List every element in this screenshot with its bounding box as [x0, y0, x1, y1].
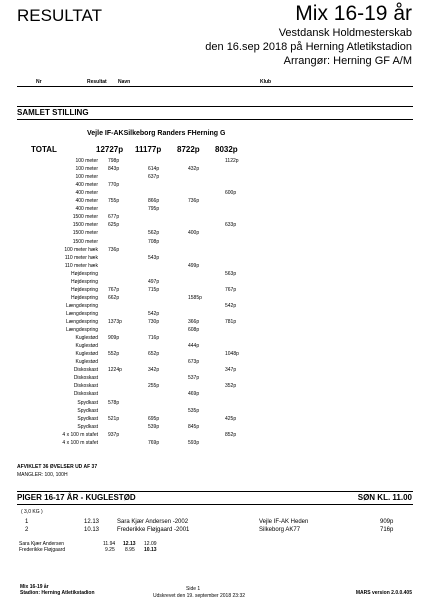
event-points-team-1: 909p [108, 335, 120, 342]
team-header: Vejle IF-AKSilkeborg Randers FHerning G [87, 130, 226, 137]
event-name: Diskoskast [73, 391, 98, 398]
athlete-club: Vejle IF-AK Heden [259, 519, 309, 525]
athlete-name: Sara Kjær Andersen -2002 [117, 519, 189, 525]
event-name: 400 meter [75, 206, 98, 213]
event-points-team-3: 537p [188, 375, 200, 382]
section2-divider-bottom [17, 504, 413, 505]
event-points-team-3: 608p [188, 327, 200, 334]
event-name: 1500 meter [72, 230, 98, 237]
event-points-team-2: 562p [148, 230, 160, 237]
organizer: Arrangør: Herning GF A/M [283, 55, 412, 67]
event-row [0, 383, 424, 389]
total-label: TOTAL [31, 145, 57, 154]
event-name: Kuglestød [75, 351, 98, 358]
meet-title: Mix 16-19 år [295, 2, 412, 25]
event-points-team-3: 845p [188, 423, 200, 430]
event-name: 1500 meter [72, 214, 98, 221]
event-name: Diskoskast [73, 383, 98, 390]
event-row [0, 391, 424, 397]
event-points-team-4: 633p [225, 222, 237, 229]
event-points-team-1: 552p [108, 351, 120, 358]
series-athlete: Sara Kjær Andersen [19, 541, 65, 547]
event-row [0, 351, 424, 357]
event-points-team-4: 767p [225, 286, 237, 293]
event-points-team-1: 798p [108, 158, 120, 164]
event-points-team-3: 736p [188, 198, 200, 205]
event-name: Spydkast [77, 415, 98, 422]
event-row [0, 408, 424, 414]
event-name: 100 meter [75, 158, 98, 164]
event-points-team-4: 563p [225, 270, 237, 277]
event-points-team-3: 673p [188, 359, 200, 366]
series-athlete: Frederikke Fløjgaard [19, 547, 66, 553]
event-name: 400 meter [75, 190, 98, 197]
event-points-team-1: 736p [108, 246, 120, 253]
event-points-team-1: 625p [108, 222, 120, 229]
event-points-team-2: 716p [148, 335, 160, 342]
event-row [0, 359, 424, 365]
event-points-team-3: 499p [188, 262, 200, 269]
event-points-team-4: 347p [225, 367, 237, 374]
athlete-name: Frederikke Fløjgaard -2001 [117, 527, 190, 533]
event-name: Længdespring [66, 302, 98, 309]
section-title-event: PIGER 16-17 ÅR - KUGLESTØD [17, 493, 136, 502]
event-points-team-3: 535p [188, 407, 200, 414]
event-name: 1500 meter [72, 238, 98, 245]
event-name: 400 meter [75, 182, 98, 189]
event-points-team-2: 543p [148, 254, 160, 261]
event-name: Længdespring [66, 327, 98, 334]
footer-meet: Mix 16-19 år [20, 584, 49, 590]
event-name: 4 x 100 m stafet [62, 431, 98, 438]
event-name: Diskoskast [73, 375, 98, 382]
event-points-team-3: 444p [188, 343, 200, 350]
event-points-team-2: 637p [148, 174, 160, 181]
event-points-team-3: 593p [188, 439, 200, 446]
event-name: 4 x 100 m stafet [62, 439, 98, 446]
event-name: 110 meter hæk [64, 254, 98, 261]
event-points-team-1: 755p [108, 198, 120, 205]
event-points-team-1: 521p [108, 415, 120, 422]
software-version: MARS version 2.0.0.405 [355, 590, 412, 596]
result-nr: 1 [25, 519, 29, 525]
event-row [0, 190, 424, 196]
event-name: Kuglestød [75, 343, 98, 350]
event-points-team-2: 695p [148, 415, 160, 422]
event-row [0, 255, 424, 261]
event-row [0, 182, 424, 188]
total-team-1: 12727p [96, 145, 124, 154]
col-resultat: Resultat [87, 79, 107, 85]
event-name: 400 meter [75, 198, 98, 205]
event-points-team-2: 730p [148, 319, 160, 325]
event-row [0, 319, 424, 325]
athlete-club: Silkeborg AK77 [259, 527, 301, 533]
event-name: Kuglestød [75, 359, 98, 366]
event-name: 100 meter [75, 174, 98, 181]
result-points: 716p [380, 527, 394, 533]
event-name: Spydkast [77, 399, 98, 406]
event-points-team-4: 600p [225, 190, 237, 197]
event-name: Spydkast [77, 423, 98, 430]
event-row [0, 222, 424, 228]
event-row [0, 214, 424, 220]
event-name: Højdespring [71, 294, 98, 301]
summary-missing: MANGLER: 100, 100H [17, 472, 68, 478]
result-mark: 12.13 [84, 519, 100, 525]
event-points-team-4: 1048p [225, 351, 239, 358]
section-title-standings: SAMLET STILLING [17, 108, 89, 117]
event-points-team-4: 352p [225, 383, 237, 390]
event-points-team-1: 677p [108, 214, 120, 221]
page-number: Side 1 [186, 586, 201, 592]
event-name: Højdespring [71, 286, 98, 293]
event-points-team-2: 542p [148, 310, 160, 317]
series-attempt-3: 10.13 [144, 547, 157, 553]
event-name: Længdespring [66, 310, 98, 317]
event-points-team-2: 342p [148, 367, 160, 374]
event-row [0, 295, 424, 301]
result-mark: 10.13 [84, 527, 100, 533]
col-nr: Nr [36, 79, 42, 85]
event-name: 1500 meter [72, 222, 98, 229]
event-points-team-2: 539p [148, 423, 160, 430]
event-row [0, 432, 424, 438]
event-points-team-4: 1122p [225, 158, 239, 164]
event-points-team-4: 425p [225, 415, 237, 422]
event-name: Længdespring [66, 319, 98, 325]
event-row [0, 311, 424, 317]
event-row [0, 198, 424, 204]
event-row [0, 247, 424, 253]
event-row [0, 440, 424, 446]
section2-divider-top [17, 491, 413, 492]
event-time: SØN KL. 11.00 [357, 493, 412, 502]
total-team-3: 8722p [177, 145, 200, 154]
event-row [0, 416, 424, 422]
event-points-team-1: 937p [108, 431, 120, 438]
event-points-team-2: 652p [148, 351, 160, 358]
meet-date-venue: den 16.sep 2018 på Herning Atletikstadion [205, 41, 412, 53]
event-points-team-4: 852p [225, 431, 237, 438]
event-row [0, 287, 424, 293]
event-points-team-1: 767p [108, 286, 120, 293]
event-name: 100 meter [75, 166, 98, 173]
event-row [0, 174, 424, 180]
event-row [0, 239, 424, 245]
event-row [0, 367, 424, 373]
event-points-team-1: 770p [108, 182, 120, 189]
col-navn: Navn [118, 79, 131, 85]
event-row [0, 166, 424, 172]
event-points-team-3: 469p [188, 391, 200, 398]
total-team-2: 11177p [135, 145, 162, 154]
event-points-team-4: 781p [225, 319, 237, 325]
event-row [0, 271, 424, 277]
event-name: Spydkast [77, 407, 98, 414]
event-row [0, 335, 424, 341]
event-name: Kuglestød [75, 335, 98, 342]
event-points-team-1: 662p [108, 294, 120, 301]
event-points-team-2: 795p [148, 206, 160, 213]
event-points-team-3: 400p [188, 230, 200, 237]
event-row [0, 303, 424, 309]
series-attempt-1: 11.94 [103, 541, 116, 547]
event-points-team-2: 497p [148, 278, 160, 285]
event-points-team-2: 769p [148, 439, 160, 446]
event-points-team-1: 578p [108, 399, 120, 406]
summary-completed: AFVIKLET 36 ØVELSER UD AF 37 [17, 464, 98, 470]
printed-date: Udskrevet den 19. september 2018 23:32 [153, 593, 246, 599]
event-row [0, 375, 424, 381]
event-points-team-2: 866p [148, 198, 160, 205]
col-klub: Klub [260, 79, 272, 85]
weight-note: ( 3,0 KG ) [21, 509, 43, 515]
total-team-4: 8032p [215, 145, 238, 154]
event-points-team-3: 432p [188, 166, 200, 173]
event-points-team-1: 1373p [108, 319, 122, 325]
event-points-team-2: 715p [148, 286, 160, 293]
event-row [0, 424, 424, 430]
result-nr: 2 [25, 527, 29, 533]
event-points-team-2: 614p [148, 166, 160, 173]
event-points-team-4: 542p [225, 302, 237, 309]
event-row [0, 327, 424, 333]
event-points-team-2: 255p [148, 383, 160, 390]
footer-stadium: Stadion: Herning Atletikstadion [20, 590, 95, 596]
series-attempt-1: 9.25 [105, 547, 115, 553]
result-points: 909p [380, 519, 394, 525]
event-name: 100 meter hæk [64, 246, 98, 253]
event-row [0, 279, 424, 285]
event-points-team-3: 366p [188, 319, 200, 325]
report-title: RESULTAT [17, 6, 103, 25]
event-points-team-2: 708p [148, 238, 160, 245]
series-attempt-2: 12.13 [123, 541, 136, 547]
event-points-team-1: 843p [108, 166, 120, 173]
event-name: Højdespring [71, 278, 98, 285]
event-row [0, 400, 424, 406]
event-row [0, 343, 424, 349]
event-name: Højdespring [71, 270, 98, 277]
event-points-team-3: 1585p [188, 294, 202, 301]
event-row [0, 206, 424, 212]
event-name: 110 meter hæk [64, 262, 98, 269]
event-name: Diskoskast [73, 367, 98, 374]
series-attempt-2: 8.95 [125, 547, 135, 553]
series-attempt-3: 12.09 [144, 541, 157, 547]
event-points-team-1: 1224p [108, 367, 122, 374]
event-row [0, 263, 424, 269]
event-row [0, 230, 424, 236]
event-row [0, 158, 424, 164]
meet-name: Vestdansk Holdmesterskab [278, 27, 412, 39]
